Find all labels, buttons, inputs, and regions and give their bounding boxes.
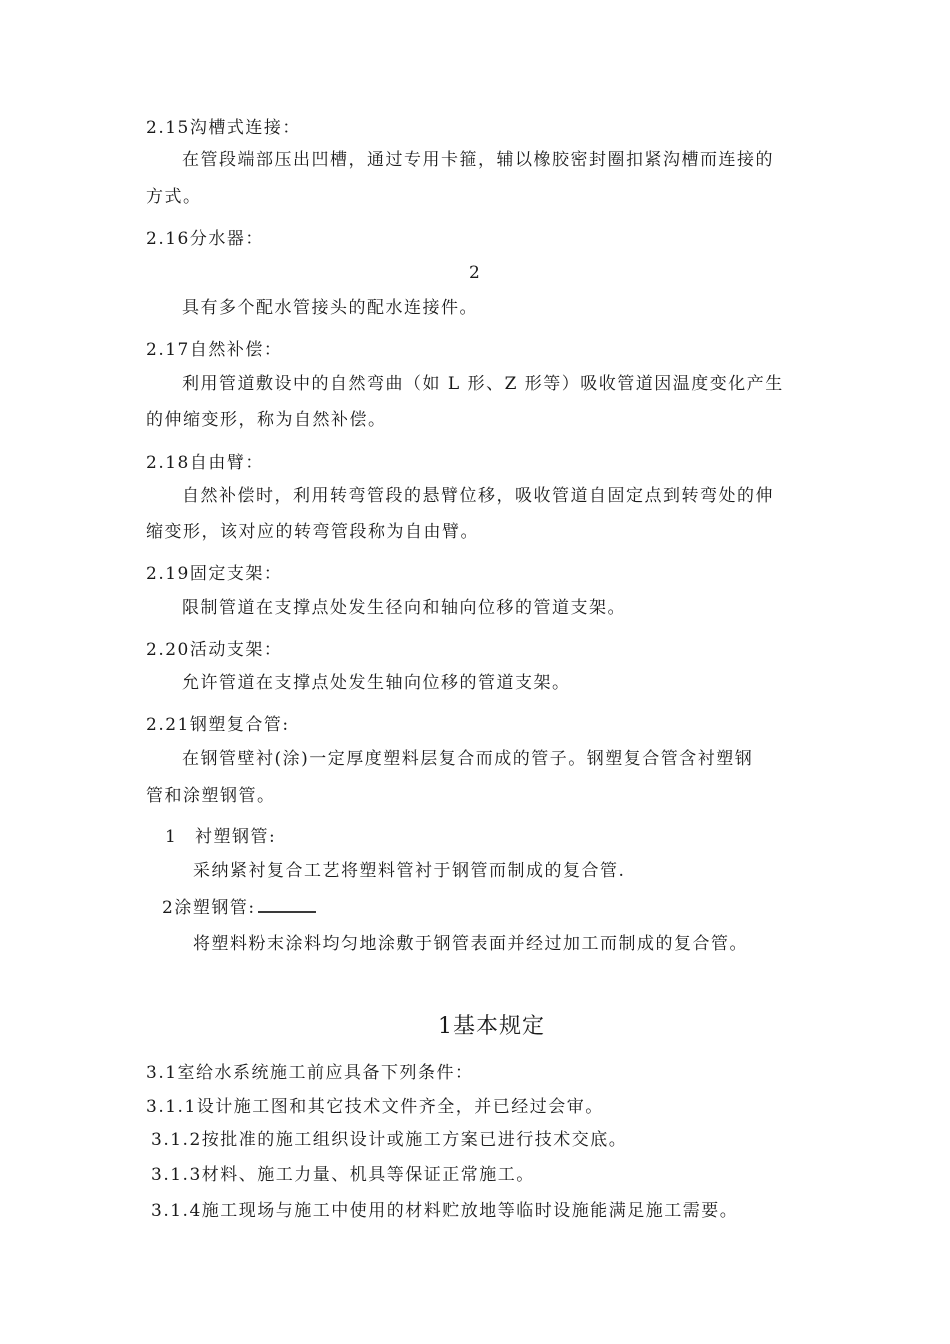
section-2-21-title: 2.21钢塑复合管:: [146, 715, 290, 735]
section-3-1-title: 3.1室给水系统施工前应具备下列条件：: [146, 1063, 474, 1083]
list-item-1-number: 1: [165, 827, 178, 847]
section-2-16-title: 2.16分水器：: [146, 229, 264, 249]
section-2-18-body-line-1: 自然补偿时，利用转弯管段的悬臂位移，吸收管道自固定点到转弯处的伸: [182, 486, 774, 506]
section-2-17-body-line-2: 的伸缩变形，称为自然补偿。: [146, 410, 387, 430]
section-2-15-body-line-1: 在管段端部压出凹槽，通过专用卡箍，辅以橡胶密封圈扣紧沟槽而连接的: [182, 150, 774, 170]
section-3-1-2: 3.1.2按批准的施工组织设计或施工方案已进行技术交底。: [151, 1130, 628, 1150]
section-2-17-title: 2.17自然补偿：: [146, 340, 283, 360]
section-2-18-title: 2.18自由臂：: [146, 453, 264, 473]
section-2-18-body-line-2: 缩变形，该对应的转弯管段称为自由臂。: [146, 522, 479, 542]
list-item-2-body: 将塑料粉末涂料均匀地涂敷于钢管表面并经过加工而制成的复合管。: [193, 934, 748, 954]
section-2-20-title: 2.20活动支架：: [146, 640, 283, 660]
section-3-1-3: 3.1.3材料、施工力量、机具等保证正常施工。: [151, 1165, 535, 1185]
handwritten-underline: [258, 911, 316, 913]
page-number: 2: [469, 263, 480, 283]
list-item-1-title: 衬塑钢管:: [195, 827, 277, 847]
section-2-17-body-line-1: 利用管道敷设中的自然弯曲（如 L 形、Z 形等）吸收管道因温度变化产生: [182, 374, 784, 394]
section-2-15-title: 2.15沟槽式连接：: [146, 118, 301, 138]
section-2-19-title: 2.19固定支架：: [146, 564, 283, 584]
section-3-1-4: 3.1.4施工现场与施工中使用的材料贮放地等临时设施能满足施工需要。: [151, 1201, 739, 1221]
section-2-19-body-line-1: 限制管道在支撑点处发生径向和轴向位移的管道支架。: [182, 598, 626, 618]
section-2-20-body-line-1: 允许管道在支撑点处发生轴向位移的管道支架。: [182, 673, 571, 693]
section-2-15-body-line-2: 方式。: [146, 187, 202, 207]
section-2-16-body-line-1: 具有多个配水管接头的配水连接件。: [182, 298, 478, 318]
list-item-2-title: 2涂塑钢管:: [162, 898, 256, 918]
section-2-21-body-line-1: 在钢管壁衬(涂)一定厚度塑料层复合而成的管子。钢塑复合管含衬塑钢: [182, 749, 754, 769]
section-3-1-1: 3.1.1设计施工图和其它技术文件齐全，并已经过会审。: [146, 1097, 604, 1117]
section-2-21-body-line-2: 管和涂塑钢管。: [146, 786, 276, 806]
chapter-heading: 1基本规定: [438, 1014, 545, 1039]
list-item-1-body: 采纳紧衬复合工艺将塑料管衬于钢管而制成的复合管.: [193, 861, 626, 881]
